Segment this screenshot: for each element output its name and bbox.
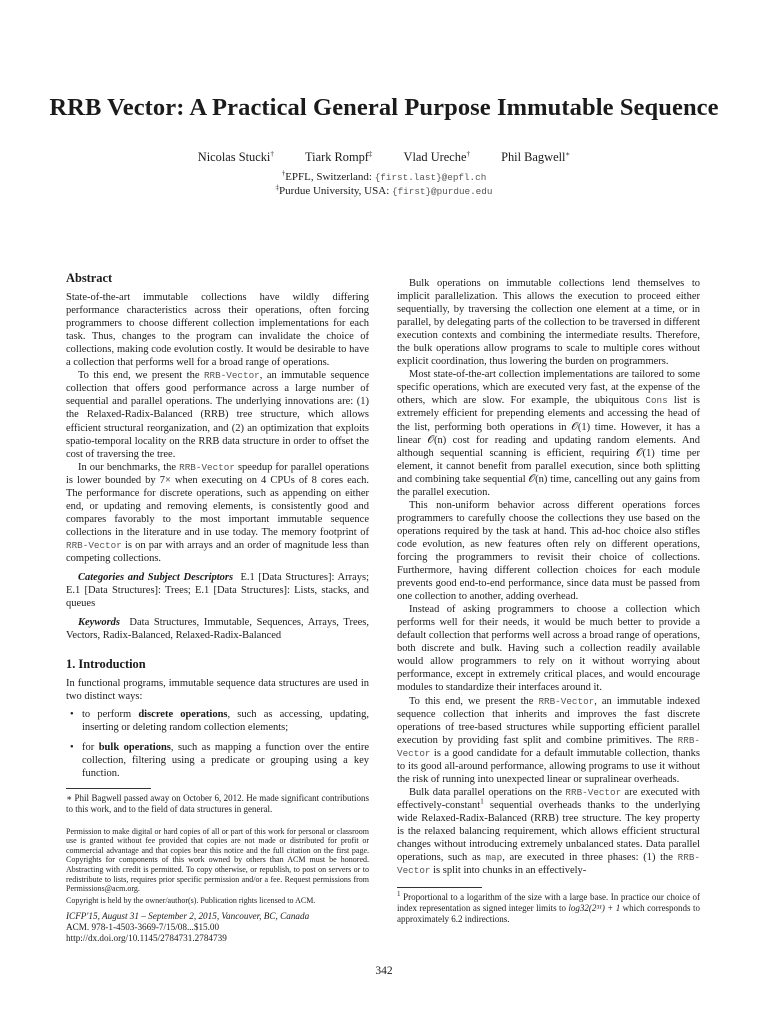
author: Vlad Ureche†: [403, 149, 470, 164]
paper-title: RRB Vector: A Practical General Purpose Immutable Sequence: [49, 94, 719, 121]
page-number: 342: [375, 965, 393, 977]
footnote-1: $^1$ Proportional to a logarithm of the size with a large base. In practice our choice of index representation as signed integer limits to log32(2³¹) + 1 which corresponds to approximately 6.2 indirections.: [397, 890, 700, 925]
body-paragraph: To this end, we present the RRB-Vector, an immutable indexed sequence collection that inherits and improves the fast discrete operations of tree-based structures while supporting efficient parallel execution by providing fast split and combine primitives. The RRB-Vector is a good candidate for a default immutable collection, thanks to its good all-around performance, allowing programs to use it without the risk of running into unexpected linear or supralinear overheads.: [397, 695, 700, 785]
body-paragraph: Instead of asking programmers to choose a collection which performs well for their needs, it would be much better to provide a default collection that performs well across a broad range of operations, both discrete and bulk. Having such a collection readily available would allow programmers to rely on it without worrying about performance, except in extremely critical places, and would encourage modules to standardize their interfaces around it.: [397, 604, 700, 694]
left-column: [66, 272, 369, 944]
intro-paragraph: In functional programs, immutable sequence data structures are used in two distinct ways:: [66, 678, 369, 703]
email: {first.last}@epfl.ch: [374, 172, 487, 183]
footnote-bagwell: ∗ Phil Bagwell passed away on October 6, 2012. He made significant contributions to this work, and to the field of data structures in general.: [66, 792, 369, 814]
body-paragraph: Bulk operations on immutable collections lend themselves to implicit parallelization. This allows the execution to proceed either sequentially, by traversing the collection one element at a time, or in parallel, by delegating parts of the collection to be traversed in different execution contexts and combining the intermediate results. Therefore, the bulk operations allow programs to scale to multiple cores without explicit coordination, thus lowering the burden on programmers.: [397, 278, 700, 368]
footnote-divider: [397, 887, 482, 888]
abstract-paragraph: To this end, we present the RRB-Vector, an immutable sequence collection that offers good performance across a large number of sequential and parallel operations. The underlying innovations are: (1) the Relaxed-Radix-Balanced (RRB) tree structure, which allows efficient structural reorganization, and (2) an optimization that exploits spatio-temporal locality on the RRB data structure in order to offset the cost of traversing the tree.: [66, 370, 370, 460]
body-paragraph: Bulk data parallel operations on the RRB-Vector are executed with effectively-constant$^1$ sequential overheads thanks to the underlying wide Relaxed-Radix-Balanced (RRB) tree structure. The key property is the relaxed balancing requirement, which allows efficient structural changes without introducing extremely unbalanced states. Data parallel operations, such as map, are executed in three phases: (1) the RRB-Vector is split into chunks in an effectively-: [397, 786, 700, 877]
permission-notice: Permission to make digital or hard copies of all or part of this work for personal or classroom use is granted without fee provided that copies are not made or distributed for profit or commercial advantage and that copies bear this notice and the full citation on the first page. Copyrights for components of this work owned by others than ACM must be honored. Abstracting with credit is permitted. To copy otherwise, or republish, to post on servers or to redistribute to lists, requires prior specific permission and/or a fee. Request permissions from Permissions@acm.org.: [66, 826, 369, 894]
affiliation-purdue: ‡Purdue University, USA: {first}@purdue.edu: [275, 183, 493, 197]
list-item: • to perform discrete operations, such as accessing, updating, inserting or deleting random collection elements;: [82, 708, 369, 734]
author: Tiark Rompf‡: [305, 149, 373, 164]
doi-link[interactable]: http://dx.doi.org/10.1145/2784731.2784739: [66, 933, 227, 944]
categories: Categories and Subject Descriptors E.1 [Data Structures]: Arrays; E.1 [Data Structures]: Trees; E.1 [Data Structures]: Lists, stacks, and queues: [66, 572, 369, 610]
abstract-paragraph: In our benchmarks, the RRB-Vector speedup for parallel operations is lower bounded by 7× when executing on 4 CPUs of 8 cores each. The performance for discrete operations, such as appending on either end, or updating and removing elements, is consistently good and compares favorably to the most important immutable sequence collections in the literature and in use today. The memory footprint of RRB-Vector is on par with arrays and an order of magnitude less than competing collections.: [66, 461, 369, 564]
author: Nicolas Stucki†: [197, 149, 274, 164]
author: Phil Bagwell∗: [501, 149, 571, 164]
introduction-heading: 1. Introduction: [66, 657, 146, 672]
body-paragraph: This non-uniform behavior across different operations forces programmers to carefully choose the collections they use based on the operations required by the task at hand. This ad-hoc choice also stifles code evolution, as new features often rely on different operations, forcing the programmers to revisit their choice of collections. Furthermore, having different collection choices for each module prevents good end-to-end performance, since data must be passed from one collection to another, adding overhead.: [397, 499, 700, 603]
abstract-heading: Abstract: [66, 271, 113, 285]
list-item: • for bulk operations, such as mapping a function over the entire collection, filtering using a predicate or grouping using a key function.: [82, 741, 369, 780]
intro-bullet-list: [66, 708, 369, 779]
email: {first}@purdue.edu: [392, 186, 493, 197]
keywords: Keywords Data Structures, Immutable, Sequences, Arrays, Trees, Vectors, Radix-Balanced, Relaxed-Radix-Balanced: [66, 617, 369, 642]
conference-info: ICFP'15, August 31 – September 2, 2015, Vancouver, BC, Canada ACM. 978-1-4503-3669-7/15/08...$15.00 http://dx.doi.org/10.1145/2784731.2784739: [66, 911, 310, 944]
right-column: [397, 277, 700, 925]
author-list: [0, 150, 768, 165]
abstract-paragraph: State-of-the-art immutable collections have wildly differing performance characteristics across their operations, often forcing programmers to choose different collection implementations for each task. Thus, changes to the program can invalidate the choice of collections, making code evolution costly. It would be desirable to have a collection that performs well for a broad range of operations.: [66, 292, 369, 369]
body-paragraph: Most state-of-the-art collection implementations are tailored to some specific operations, which are executed very fast, at the expense of the others, which are slow. For example, the ubiquitous Cons list is extremely efficient for prepending elements and accessing the head of the list, performing both operations in 𝒪(1) time. However, it has a linear 𝒪(n) cost for reading and updating random elements. And although sequential scanning is efficient, requiring 𝒪(1) time per element, it cannot benefit from parallel execution, since both splitting and combining take sequential 𝒪(n) time, cancelling out any gains from the parallel execution.: [397, 369, 700, 498]
footnote-divider: [66, 788, 151, 789]
affiliation-epfl: †EPFL, Switzerland: {first.last}@epfl.ch: [281, 169, 487, 183]
copyright-notice: Copyright is held by the owner/author(s). Publication rights licensed to ACM.: [66, 895, 316, 905]
